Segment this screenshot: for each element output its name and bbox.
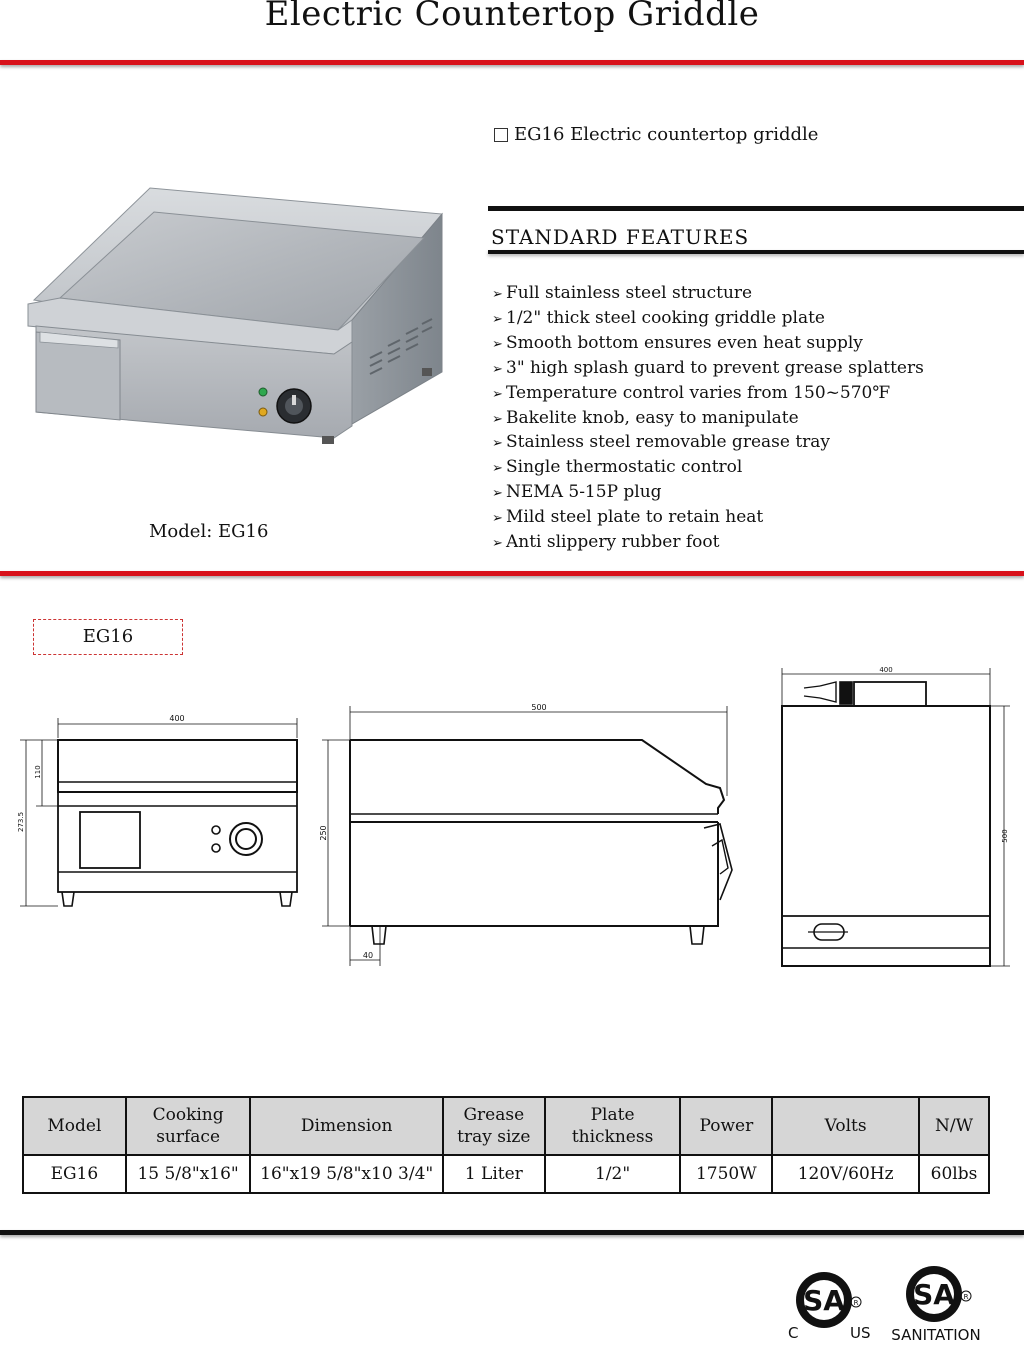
arrow-bullet-icon: ➢ [492, 461, 503, 477]
arrow-bullet-icon: ➢ [492, 361, 503, 377]
page-title: Electric Countertop Griddle [264, 0, 760, 34]
feature-item: ➢ NEMA 5-15P plug [492, 481, 924, 506]
griddle-photo [22, 180, 452, 450]
features-bottom-rule [488, 250, 1024, 254]
csa-us-label: US [850, 1324, 871, 1342]
feature-item: ➢ Anti slippery rubber foot [492, 531, 924, 556]
svg-text:SA: SA [913, 1278, 955, 1311]
spec-header-dimension: Dimension [250, 1097, 442, 1155]
svg-text:R: R [963, 1293, 969, 1301]
spec-header-model: Model [23, 1097, 126, 1155]
spec-cell-nw: 60lbs [919, 1155, 989, 1193]
csa-sanitation-mark [886, 1262, 996, 1344]
arrow-bullet-icon: ➢ [492, 386, 503, 402]
arrow-bullet-icon: ➢ [492, 486, 503, 502]
side-height-label: 250 [319, 825, 328, 841]
side-foot-label: 40 [362, 951, 374, 960]
spec-header-cooking-surface: Cooking surface [126, 1097, 251, 1155]
features-heading: STANDARD FEATURES [491, 225, 750, 249]
arrow-bullet-icon: ➢ [492, 311, 503, 327]
csa-sanitation-label: SANITATION [891, 1326, 981, 1344]
spec-header-volts: Volts [772, 1097, 919, 1155]
top-red-divider [0, 60, 1024, 65]
spec-cell-plate-thickness: 1/2" [545, 1155, 681, 1193]
csa-us-mark [782, 1264, 882, 1342]
model-caption: Model: EG16 [149, 521, 269, 542]
arrow-bullet-icon: ➢ [492, 411, 503, 427]
feature-item: ➢ 3" high splash guard to prevent grease splatters [492, 357, 924, 382]
spec-table [22, 1096, 990, 1194]
spec-header-row [23, 1097, 989, 1155]
feature-item: ➢ 1/2" thick steel cooking griddle plate [492, 307, 924, 332]
product-line-label: EG16 Electric countertop griddle [514, 124, 819, 145]
spec-header-power: Power [680, 1097, 772, 1155]
arrow-bullet-icon: ➢ [492, 536, 503, 552]
features-list [492, 282, 924, 556]
product-line [494, 124, 818, 145]
arrow-bullet-icon: ➢ [492, 287, 503, 302]
spec-cell-dimension: 16"x19 5/8"x10 3/4" [250, 1155, 442, 1193]
top-width-label: 400 [879, 666, 893, 674]
arrow-bullet-icon: ➢ [492, 336, 503, 352]
spec-cell-volts: 120V/60Hz [772, 1155, 919, 1193]
spec-header-nw: N/W [919, 1097, 989, 1155]
spec-header-plate-thickness: Plate thickness [545, 1097, 681, 1155]
spec-cell-power: 1750W [680, 1155, 772, 1193]
side-depth-label: 500 [531, 703, 547, 712]
side-view-drawing [320, 700, 740, 970]
model-tag: EG16 [33, 619, 183, 655]
spec-cell-cooking-surface: 15 5/8"x16" [126, 1155, 251, 1193]
feature-item: ➢ Stainless steel removable grease tray [492, 431, 924, 456]
top-view-drawing [774, 664, 1014, 974]
front-view-drawing [14, 712, 304, 912]
feature-item: ➢ Smooth bottom ensures even heat supply [492, 332, 924, 357]
feature-item: ➢ Full stainless steel structure [492, 282, 924, 307]
top-depth-label: 500 [1001, 829, 1009, 843]
checkbox-icon [494, 128, 508, 142]
features-top-rule [488, 206, 1024, 211]
spec-header-grease-tray: Grease tray size [443, 1097, 545, 1155]
spec-cell-model: EG16 [23, 1155, 126, 1193]
middle-red-divider [0, 571, 1024, 576]
feature-item: ➢ Temperature control varies from 150~570℉ [492, 382, 924, 407]
csa-c-label: C [788, 1324, 799, 1342]
front-total-height-label: 273.5 [17, 811, 25, 833]
feature-item: ➢ Single thermostatic control [492, 456, 924, 481]
bottom-dark-divider [0, 1230, 1024, 1235]
feature-item: ➢ Mild steel plate to retain heat [492, 506, 924, 531]
arrow-bullet-icon: ➢ [492, 436, 503, 452]
spec-data-row [23, 1155, 989, 1193]
arrow-bullet-icon: ➢ [492, 511, 503, 527]
svg-text:SA: SA [803, 1284, 845, 1317]
front-guard-height-label: 110 [34, 765, 42, 779]
spec-cell-grease-tray: 1 Liter [443, 1155, 545, 1193]
feature-item: ➢ Bakelite knob, easy to manipulate [492, 407, 924, 432]
svg-text:R: R [853, 1299, 859, 1307]
front-width-label: 400 [169, 714, 185, 723]
